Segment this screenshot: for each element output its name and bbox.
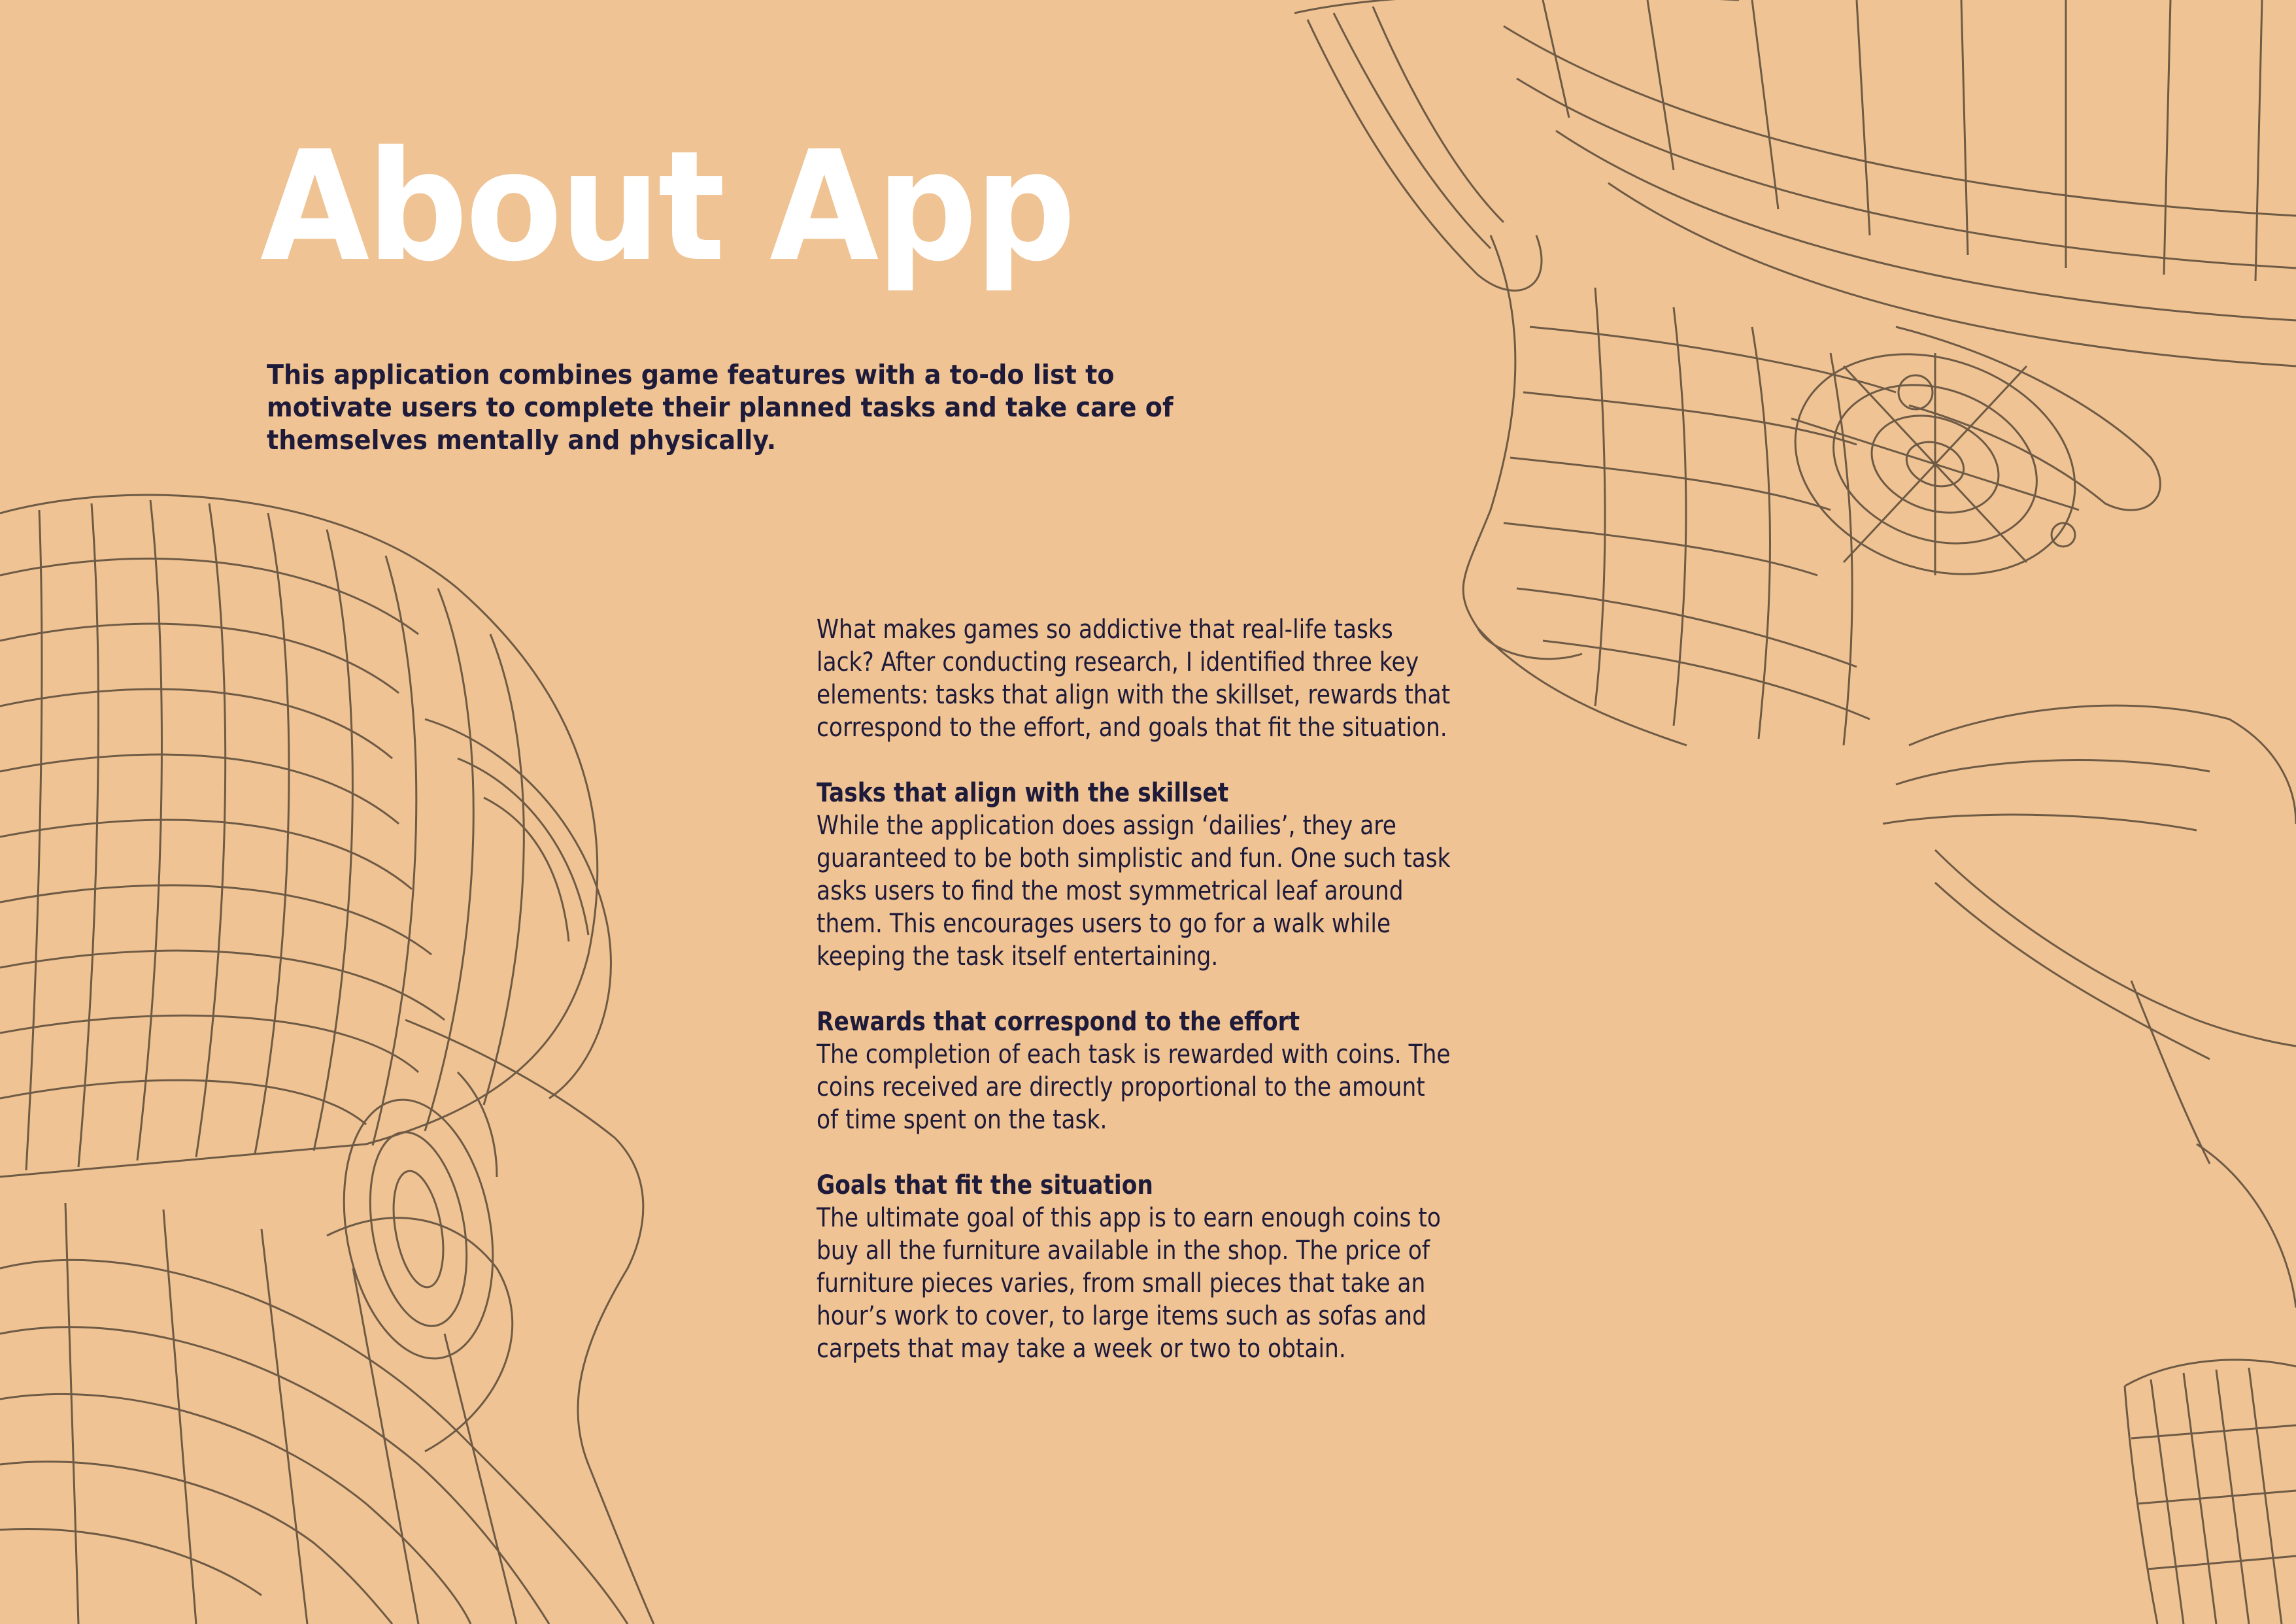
wireframe-head-left-illustration	[0, 484, 667, 1624]
section-body: While the application does assign ‘dailies’, they are guaranteed to be both simplistic and fun. One such task asks users to find the most symmetrical leaf around them. This encourages users to go for a walk while keeping the task itself entertaining.	[817, 811, 1451, 972]
section-goals	[817, 1169, 1452, 1365]
section-heading: Rewards that correspond to the effort	[817, 1007, 1300, 1037]
lead-paragraph: What makes games so addictive that real-life tasks lack? After conducting research, I identified three key elements: tasks that align with the skillset, rewards that correspond to the effort, and goals that fit the situation.	[817, 615, 1451, 743]
intro-paragraph: This application combines game features with a to-do list to motivate users to complete their planned tasks and take care of themselves mentally and physically.	[267, 359, 1173, 456]
section-body: The completion of each task is rewarded with coins. The coins received are directly proportional to the amount of time spent on the task.	[817, 1040, 1451, 1135]
section-rewards	[817, 1006, 1452, 1136]
section-heading: Goals that fit the situation	[817, 1170, 1153, 1200]
content-column	[817, 613, 1452, 1365]
section-heading: Tasks that align with the skillset	[817, 778, 1229, 808]
page-title: About App	[260, 118, 1073, 295]
section-skillset	[817, 777, 1452, 973]
section-body: The ultimate goal of this app is to earn enough coins to buy all the furniture available in the shop. The price of furniture pieces varies, from small pieces that take an hour’s work to cover, to large items such as sofas and carpets that may take a week or two to obtain.	[817, 1203, 1441, 1364]
